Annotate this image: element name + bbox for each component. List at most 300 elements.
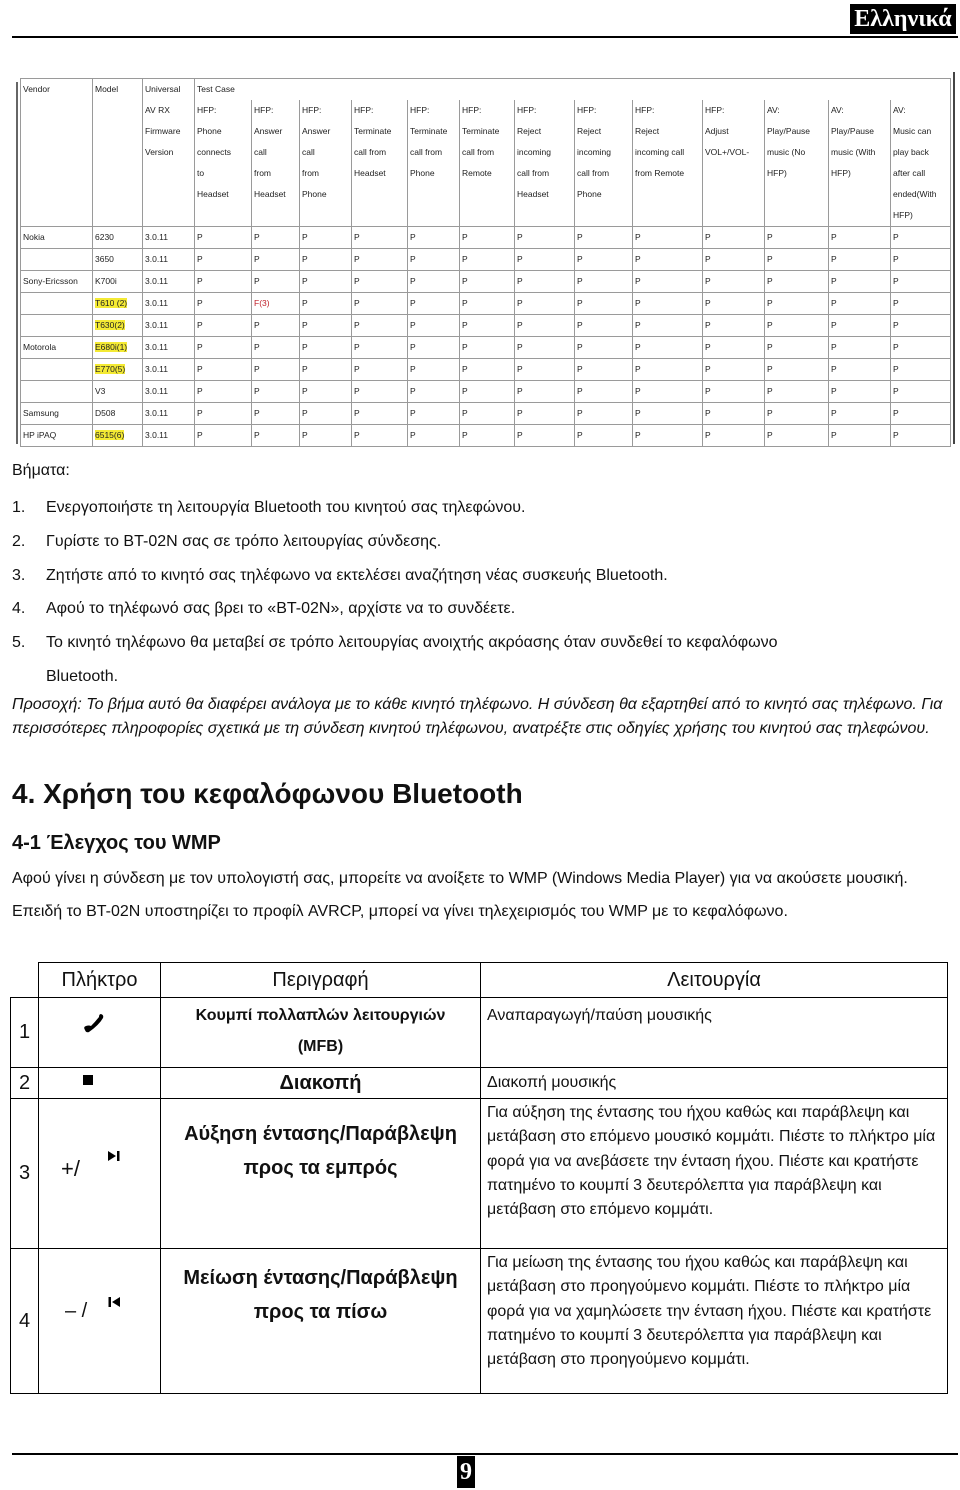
compat-header-cell xyxy=(93,184,143,205)
compat-cell: P xyxy=(300,381,352,403)
compat-row xyxy=(21,271,951,293)
compat-header-cell: Version xyxy=(143,142,195,163)
compat-cell: P xyxy=(252,249,300,271)
compat-cell: 3.0.11 xyxy=(143,425,195,447)
compat-cell: P xyxy=(300,227,352,249)
compat-cell: 3.0.11 xyxy=(143,249,195,271)
compat-cell: P xyxy=(765,337,829,359)
compat-cell: P xyxy=(703,337,765,359)
compat-cell: P xyxy=(460,315,515,337)
compat-header-cell xyxy=(460,79,515,101)
key-cell xyxy=(39,998,161,1068)
compat-header-cell xyxy=(633,79,703,101)
compat-header-cell xyxy=(829,184,891,205)
compat-header-cell: Answer xyxy=(300,121,352,142)
compat-header-cell xyxy=(515,205,575,227)
compat-header-cell: HFP: xyxy=(633,100,703,121)
compat-cell: P xyxy=(300,249,352,271)
compat-cell: Nokia xyxy=(21,227,93,249)
compat-header-cell xyxy=(633,205,703,227)
key-cell xyxy=(39,1099,161,1249)
compat-cell: P xyxy=(408,381,460,403)
description-cell: Αύξηση έντασης/Παράβλεψη προς τα εμπρός xyxy=(161,1099,481,1249)
compat-cell: P xyxy=(703,249,765,271)
compat-cell: P xyxy=(703,403,765,425)
compat-cell xyxy=(21,249,93,271)
step-item: 4. Αφού το τηλέφωνό σας βρει το «BT-02N», αρχίστε να το συνδέετε. xyxy=(12,600,516,617)
compat-cell: Sony-Ericsson xyxy=(21,271,93,293)
compat-cell xyxy=(21,381,93,403)
compat-header-cell xyxy=(703,163,765,184)
highlighted-model: 6515(6) xyxy=(95,430,125,440)
compat-header-cell xyxy=(352,205,408,227)
compat-header-cell: HFP: xyxy=(703,100,765,121)
compat-cell: 3.0.11 xyxy=(143,381,195,403)
compat-cell: P xyxy=(460,227,515,249)
compat-cell: 3650 xyxy=(93,249,143,271)
step-item: 3. Ζητήστε από το κινητό σας τηλέφωνο να εκτελέσει αναζήτηση νέας συσκευής Bluetooth. xyxy=(12,567,668,584)
compat-cell xyxy=(21,293,93,315)
header-key: Πλήκτρο xyxy=(39,963,161,998)
compat-cell: P xyxy=(575,337,633,359)
compat-header-cell: Firmware xyxy=(143,121,195,142)
compat-header-cell: call xyxy=(252,142,300,163)
description-cell: Διακοπή xyxy=(161,1068,481,1099)
compat-cell: P xyxy=(195,271,252,293)
compat-cell: P xyxy=(352,425,408,447)
compat-cell xyxy=(252,293,300,315)
compat-row xyxy=(21,249,951,271)
compat-header-cell: HFP) xyxy=(829,163,891,184)
function-table xyxy=(10,962,948,1394)
compat-header-cell: to xyxy=(195,163,252,184)
compat-cell: P xyxy=(765,403,829,425)
compat-cell: P xyxy=(703,425,765,447)
compat-cell xyxy=(93,359,143,381)
compat-header-cell xyxy=(765,184,829,205)
compat-cell: P xyxy=(408,315,460,337)
compat-cell xyxy=(21,359,93,381)
compat-header-row xyxy=(21,79,951,101)
header-description: Περιγραφή xyxy=(161,963,481,998)
compat-header-cell: after call xyxy=(891,163,951,184)
compat-header-cell: HFP: xyxy=(195,100,252,121)
compat-cell: P xyxy=(195,293,252,315)
compat-cell xyxy=(93,293,143,315)
compat-cell: P xyxy=(195,359,252,381)
row-number: 3 xyxy=(11,1099,39,1249)
compat-cell: P xyxy=(352,271,408,293)
compat-cell: 3.0.11 xyxy=(143,403,195,425)
stop-icon xyxy=(83,1075,93,1085)
compat-header-row xyxy=(21,100,951,121)
compat-header-cell: Terminate xyxy=(352,121,408,142)
compat-header-cell xyxy=(21,142,93,163)
minus-prev-icon: – / xyxy=(65,1300,87,1323)
compat-cell: P xyxy=(195,425,252,447)
compat-row xyxy=(21,425,951,447)
caution-note: Προσοχή: Το βήμα αυτό θα διαφέρει ανάλογα με το κάθε κινητό τηλέφωνο. Η σύνδεση θα εξαρτηθεί από το κινητό σας τηλέφωνο. Για περισσότερες πληροφορίες σχετικά με τη σύνδεση κινητού τηλέφωνου, ανατρέξτε στις οδηγίες χρήσης του κινητού σας τηλεφώνου. xyxy=(12,696,943,737)
compat-cell: P xyxy=(575,271,633,293)
compat-cell: P xyxy=(460,271,515,293)
page-number: 9 xyxy=(457,1456,475,1488)
compat-cell: 3.0.11 xyxy=(143,337,195,359)
compat-cell: P xyxy=(352,359,408,381)
compat-cell xyxy=(21,315,93,337)
compat-header-cell: AV: xyxy=(829,100,891,121)
compat-cell: P xyxy=(515,293,575,315)
compat-header-cell xyxy=(21,100,93,121)
compat-header-cell xyxy=(460,184,515,205)
compat-header-cell xyxy=(21,184,93,205)
compat-cell: P xyxy=(829,293,891,315)
compat-cell: 3.0.11 xyxy=(143,315,195,337)
steps-title: Βήματα: xyxy=(12,462,70,479)
compat-cell: P xyxy=(575,425,633,447)
compat-cell: P xyxy=(765,315,829,337)
compat-cell: P xyxy=(765,271,829,293)
compat-cell: P xyxy=(515,249,575,271)
compat-header-cell xyxy=(829,205,891,227)
compat-header-cell: HFP) xyxy=(765,163,829,184)
compat-header-cell: from xyxy=(252,163,300,184)
compat-cell: P xyxy=(891,249,951,271)
compat-cell: P xyxy=(460,381,515,403)
compat-cell: P xyxy=(829,271,891,293)
compat-header-cell: Phone xyxy=(575,184,633,205)
table-row xyxy=(11,1068,948,1099)
compat-header-cell: call from xyxy=(460,142,515,163)
compat-cell: P xyxy=(765,425,829,447)
compat-header-row xyxy=(21,163,951,184)
compat-cell: P xyxy=(575,315,633,337)
compat-header-cell: HFP) xyxy=(891,205,951,227)
compat-header-cell xyxy=(300,205,352,227)
compat-cell: P xyxy=(408,337,460,359)
compat-cell: P xyxy=(575,381,633,403)
compat-cell: P xyxy=(891,227,951,249)
compat-header-cell: Answer xyxy=(252,121,300,142)
compat-cell: P xyxy=(891,403,951,425)
step-item: 1. Ενεργοποιήστε τη λειτουργία Bluetooth του κινητού σας τηλεφώνου. xyxy=(12,499,526,516)
compat-cell: P xyxy=(352,315,408,337)
compat-header-cell: Play/Pause xyxy=(765,121,829,142)
footer-rule xyxy=(12,1453,958,1455)
compat-cell: P xyxy=(460,425,515,447)
compatibility-table xyxy=(20,78,951,447)
compat-header-row xyxy=(21,142,951,163)
compat-header-cell: incoming call xyxy=(633,142,703,163)
compat-cell: P xyxy=(300,359,352,381)
compat-header-cell: Play/Pause xyxy=(829,121,891,142)
compat-cell: 3.0.11 xyxy=(143,227,195,249)
compat-header-cell: Phone xyxy=(408,163,460,184)
compat-cell: P xyxy=(515,359,575,381)
compat-cell: 3.0.11 xyxy=(143,271,195,293)
compat-header-cell: Headset xyxy=(352,163,408,184)
intro-paragraph: Αφού γίνει η σύνδεση με τον υπολογιστή σας, μπορείτε να ανοίξετε το WMP (Windows Media Player) για να ακούσετε μουσική. Επειδή το BT-02N υποστηρίζει το προφίλ AVRCP, μπορεί να γίνει τηλεχειρισμός του WMP με το κεφαλόφωνο. xyxy=(12,870,908,920)
compat-header-cell xyxy=(352,79,408,101)
compat-header-cell: ended(With xyxy=(891,184,951,205)
compat-header-cell: HFP: xyxy=(575,100,633,121)
compat-header-cell xyxy=(252,79,300,101)
table-row xyxy=(11,1099,948,1249)
compat-cell: P xyxy=(515,271,575,293)
compat-header-cell: music (No xyxy=(765,142,829,163)
compat-header-cell xyxy=(703,205,765,227)
compat-cell: P xyxy=(408,293,460,315)
compat-cell: P xyxy=(829,425,891,447)
compat-cell: P xyxy=(515,227,575,249)
compat-header-cell: call xyxy=(300,142,352,163)
compat-header-cell: Phone xyxy=(300,184,352,205)
compat-cell: P xyxy=(300,403,352,425)
compat-cell: P xyxy=(300,315,352,337)
compat-cell: P xyxy=(252,425,300,447)
key-cell xyxy=(39,1068,161,1099)
compat-cell: P xyxy=(633,293,703,315)
compat-header-cell: Headset xyxy=(195,184,252,205)
compat-header-row xyxy=(21,205,951,227)
compat-row xyxy=(21,403,951,425)
compat-cell: Motorola xyxy=(21,337,93,359)
key-cell xyxy=(39,1249,161,1394)
compat-cell: P xyxy=(195,403,252,425)
compat-cell: P xyxy=(575,359,633,381)
function-cell: Για μείωση της έντασης του ήχου καθώς και παράβλεψη και μετάβαση στο προηγούμενο κομμάτι. Πιέστε το πλήκτρο μία φορά για να χαμηλώσετε την ένταση ήχου. Πιέστε και κρατήστε πατημένο το κουμπί 3 δευτερόλεπτα για παράβλεψη και μετάβαση στο προηγούμενο κομμάτι. xyxy=(481,1249,948,1394)
compat-header-cell: HFP: xyxy=(352,100,408,121)
function-cell: Διακοπή μουσικής xyxy=(481,1068,948,1099)
compat-header-row xyxy=(21,121,951,142)
compat-cell: P xyxy=(300,293,352,315)
compat-cell: P xyxy=(252,359,300,381)
compat-header-cell xyxy=(408,205,460,227)
subsection-title: 4-1 Έλεγχος του WMP xyxy=(12,832,221,854)
function-cell: Για αύξηση της έντασης του ήχου καθώς και παράβλεψη και μετάβαση στο επόμενο μουσικό κομμάτι. Πιέστε το πλήκτρο μία φορά για να ανεβάσετε την ένταση ήχου. Πιέστε και κρατήστε πατημένο το κουμπί 3 δευτερόλεπτα για παράβλεψη και μετάβαση στο επόμενο κομμάτι. xyxy=(481,1099,948,1249)
compat-cell: P xyxy=(703,293,765,315)
compat-header-cell xyxy=(195,205,252,227)
row-number: 1 xyxy=(11,998,39,1068)
highlighted-model: E770(5) xyxy=(95,364,126,374)
compat-cell: P xyxy=(252,381,300,403)
compat-cell: P xyxy=(575,403,633,425)
step-item: 2. Γυρίστε το BT-02N σας σε τρόπο λειτουργίας σύνδεσης. xyxy=(12,533,442,550)
table-row xyxy=(11,1249,948,1394)
step-item: 5. Το κινητό τηλέφωνο θα μεταβεί σε τρόπο λειτουργίας ανοιχτής ακρόασης όταν συνδεθεί το κεφαλόφωνο xyxy=(12,634,778,651)
compat-header-cell: HFP: xyxy=(252,100,300,121)
fail-result: F(3) xyxy=(254,298,270,308)
compat-cell: P xyxy=(891,425,951,447)
compat-cell: D508 xyxy=(93,403,143,425)
compat-header-cell xyxy=(21,205,93,227)
compat-header-cell xyxy=(408,184,460,205)
compat-cell: P xyxy=(765,293,829,315)
compat-cell: HP iPAQ xyxy=(21,425,93,447)
compat-row xyxy=(21,359,951,381)
highlighted-model: T610 (2) xyxy=(95,298,128,308)
description-cell: Μείωση έντασης/Παράβλεψη προς τα πίσω xyxy=(161,1249,481,1394)
compat-cell xyxy=(93,315,143,337)
compat-header-cell: HFP: xyxy=(408,100,460,121)
compat-header-cell: Reject xyxy=(575,121,633,142)
compat-cell: P xyxy=(703,315,765,337)
compat-cell: P xyxy=(252,403,300,425)
compat-cell: P xyxy=(352,403,408,425)
compat-cell: P xyxy=(460,403,515,425)
compat-header-cell xyxy=(765,205,829,227)
compat-header-cell: AV: xyxy=(891,100,951,121)
compat-cell: P xyxy=(829,403,891,425)
compat-cell: P xyxy=(829,315,891,337)
compat-cell: V3 xyxy=(93,381,143,403)
compat-header-cell: connects xyxy=(195,142,252,163)
compat-cell: P xyxy=(515,381,575,403)
compat-cell: P xyxy=(829,337,891,359)
compat-cell: P xyxy=(703,227,765,249)
compat-cell: P xyxy=(765,249,829,271)
compat-cell: P xyxy=(252,315,300,337)
compat-cell: P xyxy=(408,271,460,293)
compat-header-cell xyxy=(143,163,195,184)
compat-header-cell xyxy=(703,184,765,205)
row-number: 2 xyxy=(11,1068,39,1099)
description-cell: Κουμπί πολλαπλών λειτουργιών (MFB) xyxy=(161,998,481,1068)
compat-row xyxy=(21,315,951,337)
compat-header-cell: from Remote xyxy=(633,163,703,184)
compat-header-cell xyxy=(93,100,143,121)
compat-cell: P xyxy=(352,337,408,359)
compat-cell: P xyxy=(765,381,829,403)
compat-header-cell: Terminate xyxy=(408,121,460,142)
compat-cell: P xyxy=(703,271,765,293)
compat-cell: P xyxy=(408,249,460,271)
compat-header-cell: HFP: xyxy=(300,100,352,121)
compat-header-cell xyxy=(765,79,829,101)
compat-header-cell xyxy=(703,79,765,101)
compat-header-cell xyxy=(21,121,93,142)
compat-cell: 6230 xyxy=(93,227,143,249)
compat-header-cell xyxy=(300,79,352,101)
compat-header-cell: call from xyxy=(515,163,575,184)
compat-cell: P xyxy=(633,315,703,337)
compat-cell: P xyxy=(633,271,703,293)
compat-header-cell: play back xyxy=(891,142,951,163)
compat-cell: P xyxy=(300,337,352,359)
compat-cell: P xyxy=(408,359,460,381)
compat-cell: P xyxy=(765,227,829,249)
compat-header-cell: music (With xyxy=(829,142,891,163)
compat-header-cell: HFP: xyxy=(460,100,515,121)
compat-header-row xyxy=(21,184,951,205)
compat-header-cell: HFP: xyxy=(515,100,575,121)
compat-header-cell: Universal xyxy=(143,79,195,101)
header-function: Λειτουργία xyxy=(481,963,948,998)
compat-cell: P xyxy=(352,227,408,249)
step-item-continued: Bluetooth. xyxy=(46,668,119,685)
compat-cell: P xyxy=(352,293,408,315)
compat-header-cell xyxy=(460,205,515,227)
compat-header-cell: call from xyxy=(352,142,408,163)
compat-cell: P xyxy=(460,249,515,271)
compat-cell: P xyxy=(460,293,515,315)
compat-cell: P xyxy=(515,425,575,447)
compat-cell: P xyxy=(829,249,891,271)
compat-cell: P xyxy=(703,381,765,403)
compat-header-cell xyxy=(252,205,300,227)
compat-row xyxy=(21,293,951,315)
compat-cell: P xyxy=(765,359,829,381)
compat-cell: P xyxy=(195,381,252,403)
compat-header-cell: Phone xyxy=(195,121,252,142)
compat-header-cell: Headset xyxy=(252,184,300,205)
compat-cell: P xyxy=(703,359,765,381)
compat-cell: P xyxy=(460,359,515,381)
compat-header-cell xyxy=(143,184,195,205)
compat-cell: P xyxy=(891,337,951,359)
compat-cell: P xyxy=(195,249,252,271)
compat-header-cell xyxy=(891,79,951,101)
compat-cell: P xyxy=(252,337,300,359)
compat-cell: P xyxy=(633,359,703,381)
compat-header-cell: Reject xyxy=(515,121,575,142)
compatibility-table-image xyxy=(16,72,957,444)
compat-cell: P xyxy=(891,293,951,315)
compat-header-cell xyxy=(93,142,143,163)
compat-cell: P xyxy=(633,425,703,447)
compat-cell: P xyxy=(195,315,252,337)
compat-header-cell xyxy=(829,79,891,101)
compat-cell: Samsung xyxy=(21,403,93,425)
compat-header-cell: incoming xyxy=(575,142,633,163)
compat-header-cell xyxy=(633,184,703,205)
compat-header-cell: Vendor xyxy=(21,79,93,101)
compat-cell: P xyxy=(408,425,460,447)
compat-header-cell: AV RX xyxy=(143,100,195,121)
compat-header-cell xyxy=(352,184,408,205)
compat-header-cell: VOL+/VOL- xyxy=(703,142,765,163)
compat-cell: P xyxy=(891,381,951,403)
compat-cell: 3.0.11 xyxy=(143,359,195,381)
compat-cell: P xyxy=(515,337,575,359)
compat-cell xyxy=(93,425,143,447)
compat-cell: P xyxy=(195,227,252,249)
compat-header-cell xyxy=(515,79,575,101)
compat-row xyxy=(21,381,951,403)
compat-header-cell: Music can xyxy=(891,121,951,142)
compat-cell: P xyxy=(408,403,460,425)
compat-header-cell: Model xyxy=(93,79,143,101)
table-row xyxy=(11,998,948,1068)
compat-cell: P xyxy=(252,271,300,293)
compat-cell: P xyxy=(300,271,352,293)
compat-header-cell: from xyxy=(300,163,352,184)
plus-next-icon: +/ xyxy=(61,1156,80,1182)
compat-cell: P xyxy=(633,403,703,425)
compat-cell: P xyxy=(891,271,951,293)
compat-cell: P xyxy=(633,249,703,271)
highlighted-model: E680i(1) xyxy=(95,342,128,352)
compat-cell: P xyxy=(460,337,515,359)
compat-cell: P xyxy=(575,227,633,249)
compat-cell: P xyxy=(300,425,352,447)
compat-cell: P xyxy=(515,403,575,425)
compat-cell: P xyxy=(408,227,460,249)
compat-header-cell: AV: xyxy=(765,100,829,121)
compat-cell: P xyxy=(352,249,408,271)
compat-cell: P xyxy=(575,249,633,271)
compat-cell: P xyxy=(829,381,891,403)
compat-header-cell: call from xyxy=(575,163,633,184)
